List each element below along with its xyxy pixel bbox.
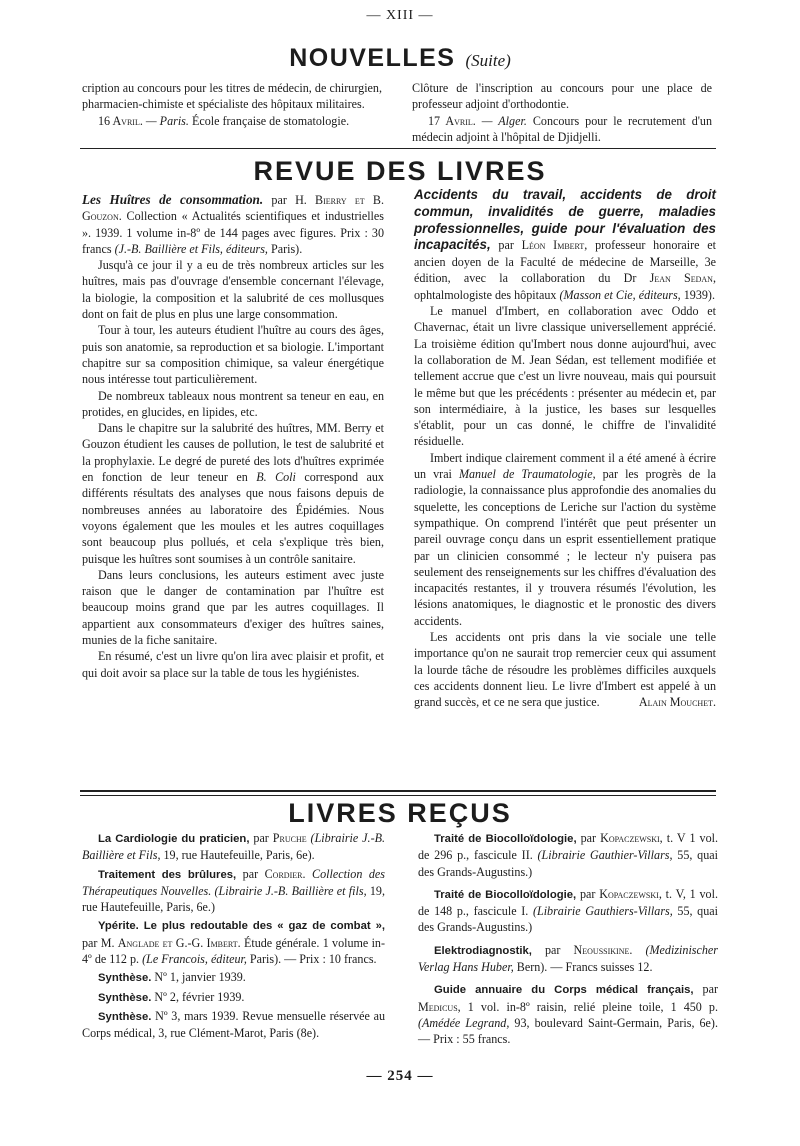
nouvelles-left-p2 xyxy=(82,113,382,129)
book-entry-info: . xyxy=(629,942,646,957)
date: 17 Avril. xyxy=(428,113,476,128)
book-entry-address: 55, quai des Grands-Augustins.) xyxy=(418,904,719,935)
book-entry-title: Elektrodiagnostik, xyxy=(434,944,532,957)
book-entry-publisher: (Medizinischer Verlag Hans Huber, xyxy=(418,942,718,975)
book-entry-address: 19, rue Hautefeuille, Paris, 6e). xyxy=(160,848,315,863)
revue-left-p4 xyxy=(82,420,384,567)
revue-left-p3: De nombreux tableaux nous montrent sa teneur en eau, en protides, en glucides, en lipides, etc. xyxy=(82,388,384,419)
signature: Alain Mouchet. xyxy=(638,695,716,710)
section-divider-thin xyxy=(80,795,716,796)
book-entry-by: par M. xyxy=(82,935,118,950)
authors: H. Bierry et B. Gouzon xyxy=(82,193,384,224)
revue-left-p1: Jusqu'à ce jour il y a eu de très nombreux articles sur les huîtres, mais pas d'ouvrage d'ensemble concernant l'élevage, la biologie, la composition et la salubrité de ces mollusques dont on fait de plus en plus une large consommation. xyxy=(82,258,384,322)
page-footer-number: — 254 — xyxy=(366,1068,434,1084)
book-entry-info: . Étude générale. 1 volume in-4º de 112 p. xyxy=(82,935,386,967)
nouvelles-title: NOUVELLES xyxy=(289,44,456,72)
book-entry-author: Kopaczewski xyxy=(600,831,660,845)
book-entry-publisher: (Librairie J.-B. Baillière et Fils, xyxy=(82,831,386,863)
book-entry-address: Paris). — Prix : 10 francs. xyxy=(246,952,377,967)
revue-right-p2 xyxy=(414,450,716,629)
book-entry-info: Nº 2, février 1939. xyxy=(151,989,245,1004)
book-entry-info: , 1 vol. in-8º raisin, relié pleine toile, 1 450 p. xyxy=(457,999,718,1014)
book-entry-author: Neoussikine xyxy=(573,942,630,957)
nouvelles-left-p1: cription au concours pour les titres de médecin, de chirurgien, pharmacien-chimiste et spécialiste des hôpitaux militaires. xyxy=(82,81,382,112)
book-info: . Collection « Actualités scientifiques et industrielles ». 1939. 1 volume in-8º de 144 pages avec figures. Prix : 30 francs xyxy=(82,209,384,256)
book-entry xyxy=(82,866,385,916)
by: par xyxy=(263,193,296,207)
book-info: , professeur honoraire et ancien doyen de la Faculté de médecine de Marseille, 3e édition, avec la collaboration du Dr xyxy=(414,238,716,286)
livres-left-column xyxy=(82,830,385,1044)
book-entry-publisher: (Amédée Legrand, xyxy=(418,1015,510,1030)
book-entry xyxy=(418,830,718,880)
text: Concours pour le recrutement d'un médecin adjoint à l'hôpital de Djidjelli. xyxy=(412,113,713,144)
revue-right-p1: Le manuel d'Imbert, en collaboration avec Oddo et Chavernac, était un livre classique universellement apprécié. La troisième édition qu'Imbert nous donne aujourd'hui, avec la collaboration de M. Jean Sédan, est tellement modifiée et tellement accrue que c'est un livre nouveau, mais qui poursuit le même but que les précédents : présenter au médecin et, par son intermédiaire, à la justice, les bases sur lesquelles s'établit, pour un cas donné, le chiffre de l'invalidité résiduelle. xyxy=(414,304,716,449)
book-entry-publisher: (Librairie Gauthiers-Villars, xyxy=(532,904,673,919)
book-entry-author: Anglade et G.-G. Imbert xyxy=(117,935,238,950)
book-entry-title: Ypérite. Le plus redoutable des « gaz de combat », xyxy=(98,920,385,933)
livres-right-column xyxy=(418,830,718,1054)
book-entry-author: Medicus xyxy=(418,999,458,1014)
revue-right-book-ref xyxy=(414,187,716,303)
revue-left-p6: En résumé, c'est un livre qu'on lira avec plaisir et profit, et qui doit avoir sa place sur la table de tous les hygiénistes. xyxy=(82,649,384,680)
text: Imbert indique clairement comment il a été amené à écrire un vrai xyxy=(414,450,716,482)
book-entry-title: Traité de Biocolloïdologie, xyxy=(434,833,577,845)
book-entry-info: Nº 1, janvier 1939. xyxy=(151,970,246,985)
nouvelles-right-p2 xyxy=(412,113,712,146)
book-entry-address: Bern). — Francs suisses 12. xyxy=(513,960,653,975)
book-title: Accidents du travail, accidents de droit commun, invalidités de guerre, maladies professionnelles, guide pour l'évaluation des incapacités, xyxy=(414,187,716,253)
book-entry-publisher: (Librairie Gauthier-Villars, xyxy=(537,848,673,863)
publisher: (Masson et Cie, éditeurs, xyxy=(559,287,681,302)
book-entry-author: Kopaczewski xyxy=(599,886,659,901)
book-entry-address: 19, rue Hautefeuille, Paris, 6e.) xyxy=(82,883,385,915)
book-entry-by: par xyxy=(236,866,265,881)
book-entry-author: Pruche xyxy=(272,831,307,845)
revue-left-p2: Tour à tour, les auteurs étudient l'huître au cours des âges, puis son anatomie, sa reproduction et sa biologie. L'important chapitre sur sa composition chimique, sa valeur énergétique nous intéresse tout particulièrement. xyxy=(82,323,384,387)
book-entry-title: La Cardiologie du praticien, xyxy=(98,833,250,845)
book-entry xyxy=(418,886,718,936)
book-entry-title: Guide annuaire du Corps médical français, xyxy=(434,984,694,997)
book-entry-author: Cordier xyxy=(264,866,303,881)
by: par xyxy=(490,238,522,253)
book-entry xyxy=(82,917,385,967)
book-entry-title: Synthèse. xyxy=(98,991,152,1004)
place: — Paris. xyxy=(145,113,189,128)
book-entry-title: Synthèse. xyxy=(98,972,152,985)
text: Les accidents ont pris dans la vie sociale une telle importance qu'on ne saurait trop remercier ceux qui assument la lourde tâche de résoudre les problèmes difficiles auxquels ces accidents donnent lieu. Le livre d'Imbert est appelé à un grand succès, et ce ne sera que justice. xyxy=(414,630,716,710)
nouvelles-left-column xyxy=(82,80,382,129)
book-entry-address: 55, quai des Grands-Augustins.) xyxy=(418,848,718,879)
book-entry xyxy=(82,830,385,864)
text: École française de stomatologie. xyxy=(188,113,350,128)
author: Léon Imbert xyxy=(521,238,585,253)
book-entry-address: 93, boulevard Saint-Germain, Paris, 6e). — Prix : 55 francs. xyxy=(418,1015,718,1047)
book-entry xyxy=(418,942,718,976)
book-entry-title: Synthèse. xyxy=(98,1010,152,1023)
book-title: Les Huîtres de consommation. xyxy=(82,192,264,207)
coli: B. Coli xyxy=(256,470,296,485)
book-entry xyxy=(418,981,718,1047)
nouvelles-heading xyxy=(0,44,800,73)
text: correspond aux différents résultats des analyses que nous faisons depuis de nombreuses années au laboratoire des Épidémies. Nous voyons également que les moules et les autres coquillages sont beaucoup plus pollués, et cela s'explique très bien, puisque les huîtres sont soumises à un contrôle sanitaire. xyxy=(82,470,384,566)
section-divider-thick xyxy=(80,790,716,792)
book-entry xyxy=(82,989,385,1006)
book-entry-by: par xyxy=(693,982,718,997)
book-entry-by: par xyxy=(576,886,600,901)
book-entry-publisher: (Le Francois, éditeur, xyxy=(142,952,247,967)
book-entry xyxy=(82,969,385,986)
book-entry-info: Nº 3, mars 1939. Revue mensuelle réservée au Corps médical, 3, rue Clément-Marot, Paris (8e). xyxy=(82,1008,385,1041)
text: Dans le chapitre sur la salubrité des huîtres, MM. Berry et Gouzon étudient les causes de pollution, le test de salubrité et la prophylaxie. Le degré de pureté des lots d'huîtres exprimée en fonction de leur teneur en xyxy=(82,421,384,485)
book-entry-by: par xyxy=(576,831,601,845)
book-entry-info: , t. V, 1 vol. de 148 p., fascicule I. xyxy=(418,886,718,919)
publisher-end: 1939). xyxy=(680,287,715,302)
page-header-number: — XIII — xyxy=(366,8,434,23)
section-divider xyxy=(80,148,716,149)
book-entry-publisher: Collection des Thérapeutiques Nouvelles. (Librairie J.-B. Baillière et fils, xyxy=(82,866,386,898)
book-info-2: , ophtalmologiste des hôpitaux xyxy=(414,271,716,302)
text: , par les progrès de la radiologie, la connaissance plus approfondie des anomalies du squelette, les conceptions de Leriche sur l'action du système sympathique. On comprend l'intérêt que peut présenter un pareil ouvrage conçu dans un esprit essentiellement pratique par un clinicien consommé ; le lecteur n'y puisera pas seulement des renseignements sur les chiffres d'évaluation des incapacités restantes, il y trouvera résumés l'évolution, les lésions anatomiques, le diagnostic et le pronostic des divers accidents. xyxy=(414,467,716,628)
revue-heading: REVUE DES LIVRES xyxy=(253,156,547,186)
revue-right-p3 xyxy=(414,629,716,710)
place: — Alger. xyxy=(481,113,527,128)
revue-left-column xyxy=(82,192,384,681)
nouvelles-right-p1: Clôture de l'inscription au concours pour une place de professeur adjoint d'orthodontie. xyxy=(412,81,712,112)
book-entry xyxy=(82,1008,385,1042)
nouvelles-suite: (Suite) xyxy=(465,51,511,70)
book-entry-info: , t. V 1 vol. de 296 p., fascicule II. xyxy=(418,831,718,863)
livres-heading: LIVRES REÇUS xyxy=(288,798,512,828)
nouvelles-right-column xyxy=(412,80,712,145)
publisher: (J.-B. Baillière et Fils, éditeurs, xyxy=(114,241,268,256)
coauthor: Jean Sedan xyxy=(649,271,713,286)
book-entry-title: Traitement des brûlures, xyxy=(98,868,237,881)
revue-right-column xyxy=(414,187,716,711)
publisher-end: Paris). xyxy=(267,241,303,256)
revue-left-book-ref xyxy=(82,192,384,257)
book-entry-title: Traité de Biocolloïdologie, xyxy=(434,888,577,901)
book-entry-info: . xyxy=(302,866,312,881)
date: 16 Avril. xyxy=(98,113,143,128)
book-entry-by: par xyxy=(249,831,273,845)
book-entry-by: par xyxy=(531,942,574,957)
manual-title: Manuel de Traumatologie xyxy=(458,467,593,482)
revue-left-p5: Dans leurs conclusions, les auteurs estiment avec juste raison que le danger de contamination par l'huître est beaucoup moins grand que par les autres coquillages. Il appartient aux consommateurs d'exiger des huîtres saines, munies de la fiche sanitaire. xyxy=(82,567,384,648)
